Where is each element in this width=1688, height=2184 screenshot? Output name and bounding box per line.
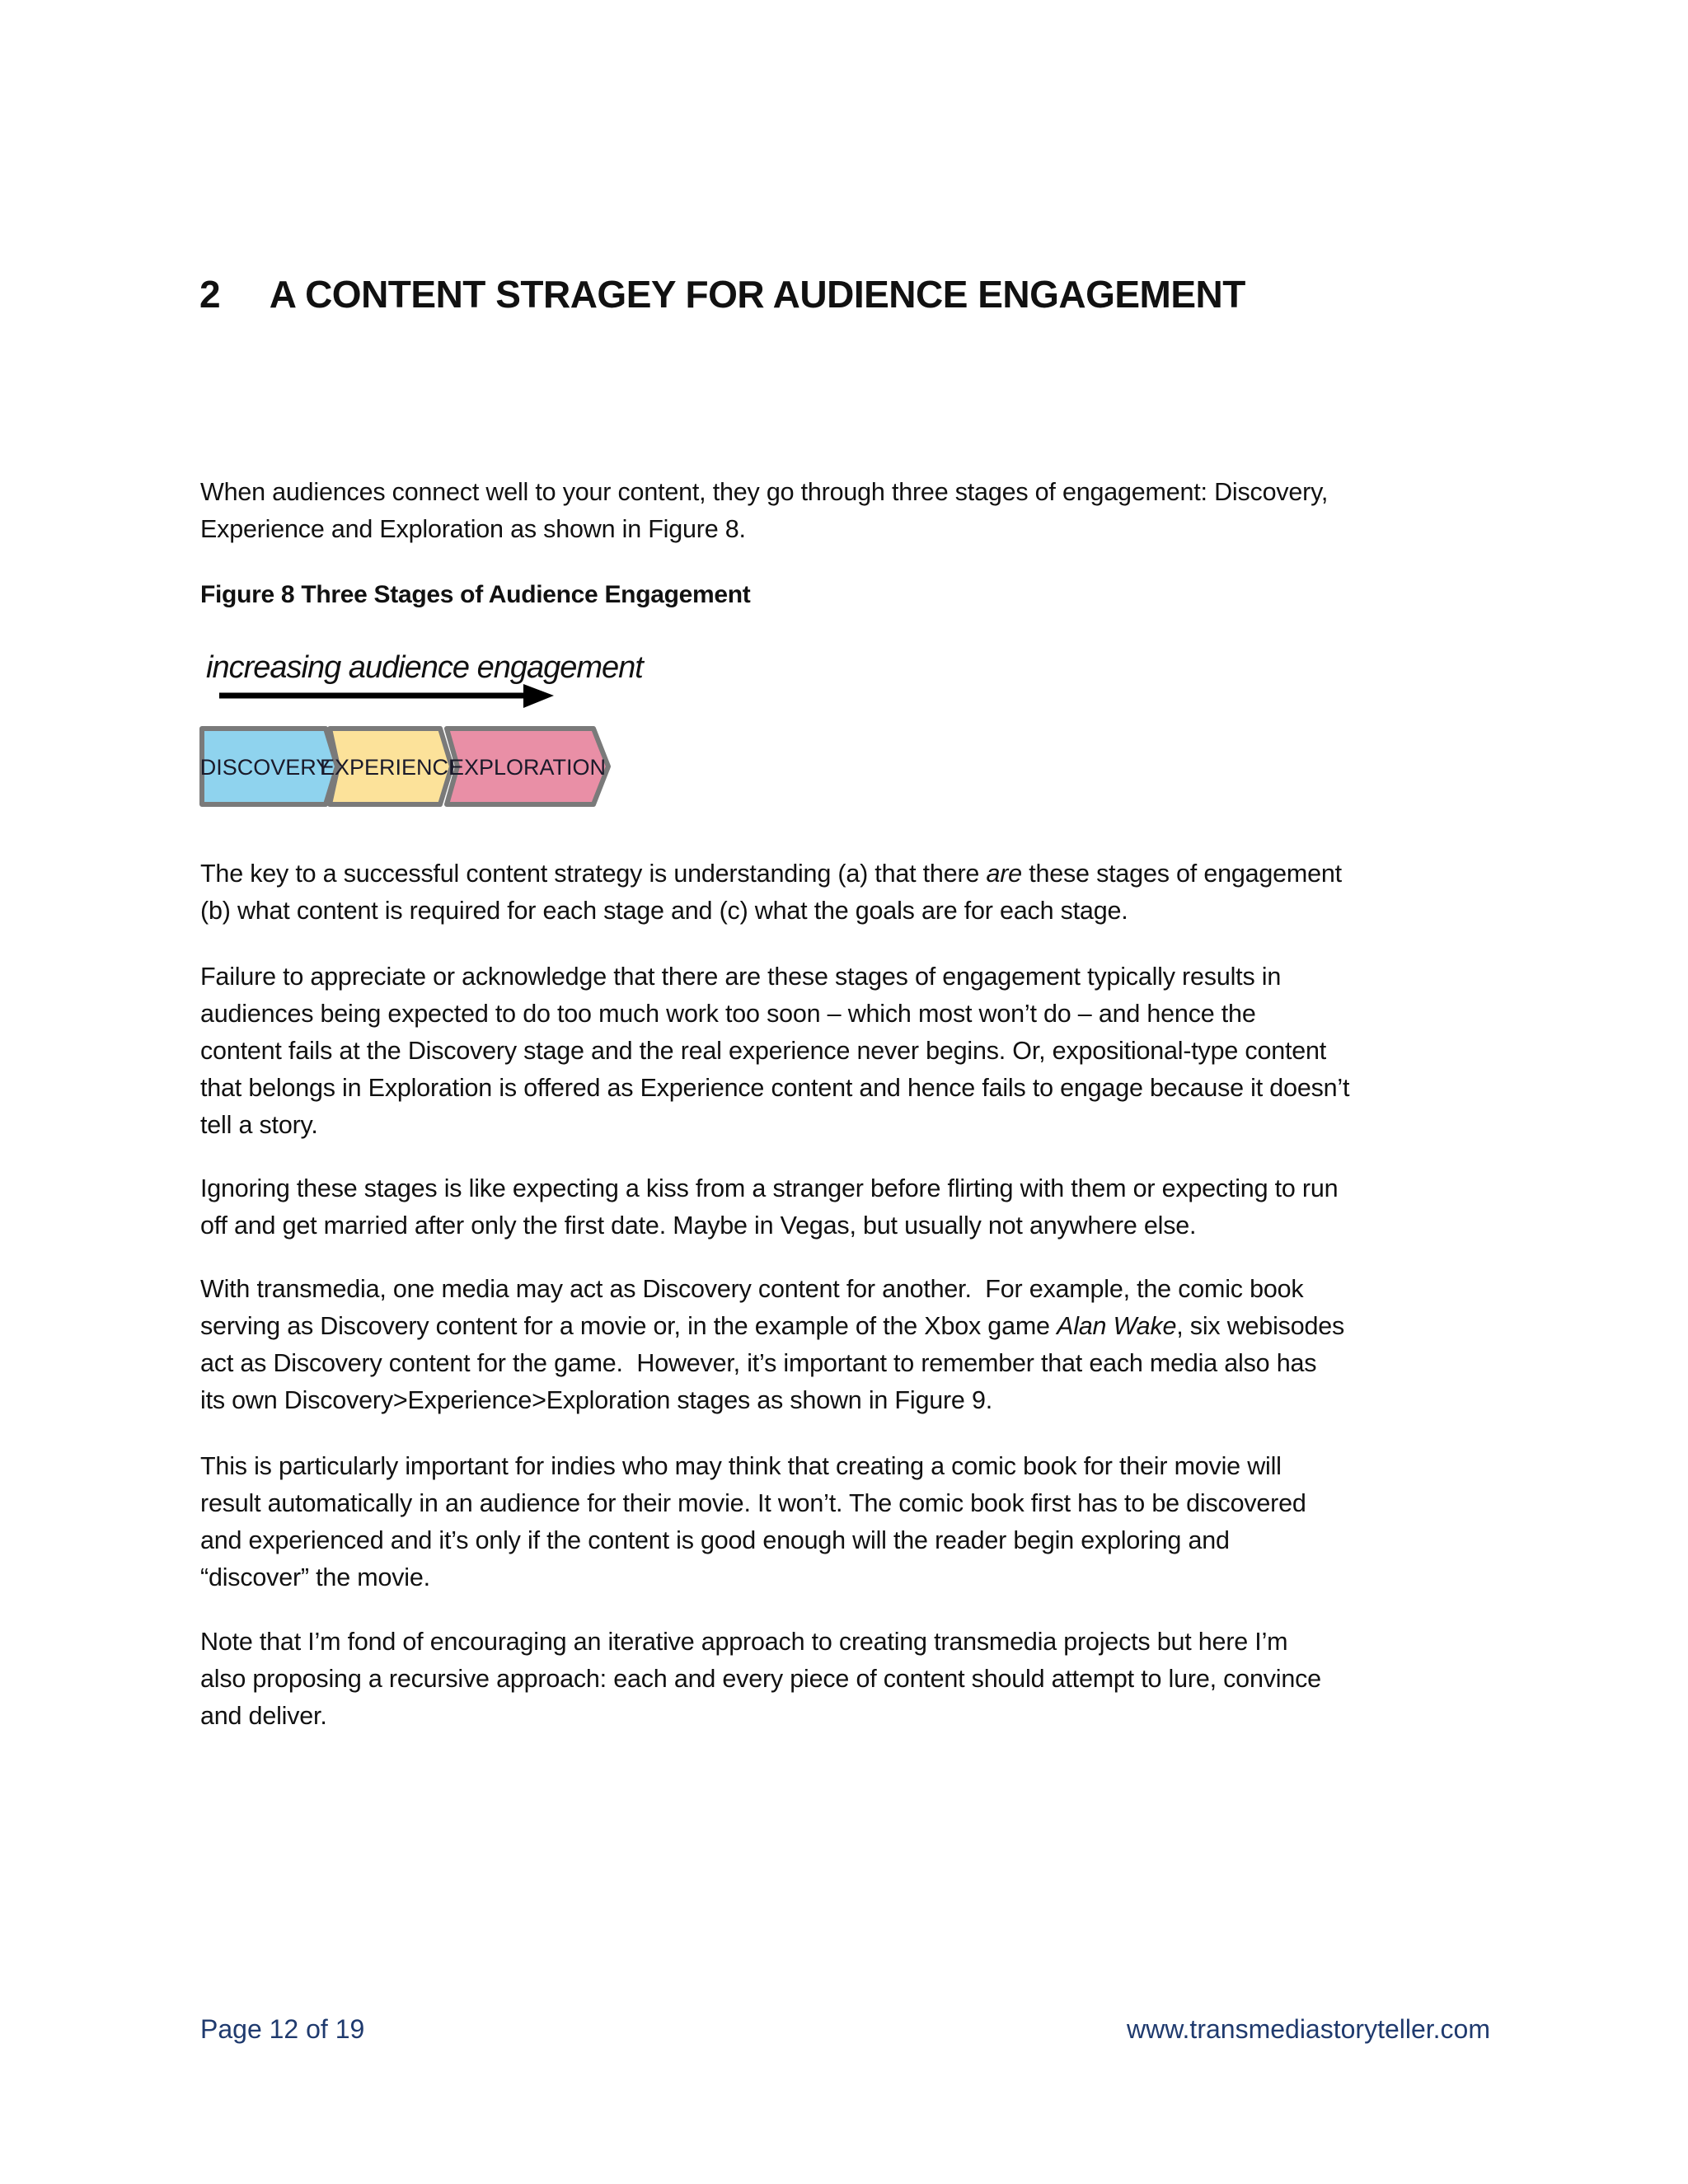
italic-text: are	[986, 860, 1022, 888]
text-segment: With transmedia, one media may act as Discovery content for another. For example, the comic book	[200, 1275, 1304, 1303]
section-number: 2	[199, 273, 221, 316]
text-segment: Ignoring these stages is like expecting a kiss from a stranger before flirting with them or expecting to run	[200, 1174, 1339, 1202]
text-line	[200, 1382, 1344, 1419]
text-line	[200, 1559, 1306, 1596]
text-line	[200, 1448, 1306, 1485]
paragraph	[200, 1170, 1338, 1244]
text-segment: these stages of engagement	[1021, 860, 1342, 888]
text-line	[200, 1271, 1344, 1308]
text-line	[200, 996, 1349, 1033]
text-segment: Experience and Exploration as shown in Figure 8.	[200, 515, 746, 543]
text-line	[200, 1624, 1321, 1661]
paragraph	[200, 1448, 1306, 1596]
text-segment: its own Discovery>Experience>Exploration stages as shown in Figure 9.	[200, 1386, 992, 1414]
text-line	[200, 1070, 1349, 1107]
text-segment: The key to a successful content strategy is understanding (a) that there	[200, 860, 987, 888]
paragraph	[200, 474, 1328, 548]
stage-label-exploration: EXPLORATION	[448, 755, 607, 780]
text-segment: tell a story.	[200, 1111, 318, 1139]
stage-label-discovery: DISCOVERY	[199, 755, 331, 780]
text-line	[200, 1661, 1321, 1698]
paragraph	[200, 1271, 1344, 1419]
paragraph	[200, 958, 1349, 1144]
italic-text: Alan Wake	[1057, 1312, 1177, 1340]
text-line	[200, 1485, 1306, 1522]
text-line	[200, 1698, 1321, 1735]
text-line	[200, 1522, 1306, 1559]
text-line	[200, 893, 1342, 930]
text-segment: , six webisodes	[1176, 1312, 1345, 1340]
paragraph	[200, 855, 1342, 930]
text-line	[200, 1308, 1344, 1345]
text-line	[200, 855, 1342, 893]
text-line	[200, 474, 1328, 511]
text-line	[200, 1207, 1338, 1244]
text-segment: audiences being expected to do too much work too soon – which most won’t do – and hence the	[200, 1000, 1256, 1028]
text-segment: This is particularly important for indies who may think that creating a comic book for their movie will	[200, 1452, 1282, 1480]
section-heading	[199, 272, 1245, 316]
text-line	[200, 1033, 1349, 1070]
text-segment: act as Discovery content for the game. However, it’s important to remember that each media also has	[200, 1349, 1317, 1377]
text-segment: Note that I’m fond of encouraging an iterative approach to creating transmedia projects but here I’m	[200, 1628, 1288, 1656]
arrow-right-icon	[219, 684, 554, 708]
text-line	[200, 1170, 1338, 1207]
text-segment: serving as Discovery content for a movie or, in the example of the Xbox game	[200, 1312, 1057, 1340]
text-line	[200, 958, 1349, 996]
paragraph	[200, 1624, 1321, 1735]
text-segment: (b) what content is required for each stage and (c) what the goals are for each stage.	[200, 897, 1128, 925]
website-link[interactable]: www.transmediastoryteller.com	[1126, 2014, 1490, 2044]
text-segment: When audiences connect well to your content, they go through three stages of engagement: Discovery,	[200, 478, 1329, 506]
text-line	[200, 1107, 1349, 1144]
text-segment: content fails at the Discovery stage and the real experience never begins. Or, expositional-type content	[200, 1037, 1327, 1065]
text-segment: that belongs in Exploration is offered as Experience content and hence fails to engage because it doesn’t	[200, 1074, 1350, 1102]
text-segment: also proposing a recursive approach: each and every piece of content should attempt to lure, convince	[200, 1665, 1321, 1693]
text-line	[200, 511, 1328, 548]
text-segment: result automatically in an audience for their movie. It won’t. The comic book first has to be discovered	[200, 1489, 1306, 1517]
stage-label-experience: EXPERIENCE	[319, 755, 464, 780]
section-title: A CONTENT STRAGEY FOR AUDIENCE ENGAGEMENT	[269, 273, 1245, 316]
text-segment: “discover” the movie.	[200, 1563, 430, 1591]
engagement-stages-figure	[190, 626, 1047, 816]
text-segment: Failure to appreciate or acknowledge that there are these stages of engagement typically results in	[200, 963, 1282, 991]
text-segment: and experienced and it’s only if the content is good enough will the reader begin exploring and	[200, 1526, 1230, 1554]
arrow-label: increasing audience engagement	[206, 650, 643, 685]
figure-caption: Figure 8 Three Stages of Audience Engagement	[200, 581, 751, 608]
text-line	[200, 1345, 1344, 1382]
page-number: Page 12 of 19	[200, 2014, 365, 2044]
text-segment: and deliver.	[200, 1702, 327, 1730]
text-segment: off and get married after only the first date. Maybe in Vegas, but usually not anywhere else.	[200, 1212, 1197, 1240]
